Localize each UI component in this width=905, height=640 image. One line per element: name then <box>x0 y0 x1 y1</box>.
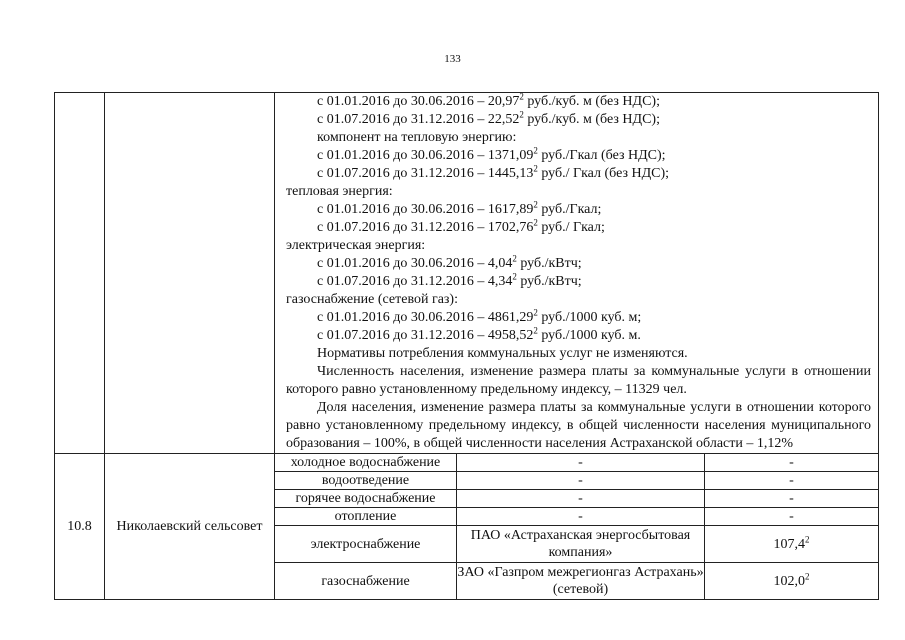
index-value: - <box>705 490 879 508</box>
empty-name-cell <box>105 93 275 454</box>
page-number: 133 <box>444 53 461 65</box>
index-value: - <box>705 472 879 490</box>
index-value: - <box>705 454 879 472</box>
tariff-table <box>54 92 879 600</box>
service-name: электроснабжение <box>275 526 457 563</box>
tariff-line: с 01.07.2016 до 31.12.2016 – 1445,13$^2$ руб./ Гкал (без НДС); <box>317 163 670 181</box>
service-name: отопление <box>275 508 457 526</box>
index-value: 107,4$^2$ <box>705 526 879 563</box>
section-row <box>55 454 879 472</box>
tariff-line: тепловая энергия: <box>286 184 393 199</box>
tariff-line: с 01.01.2016 до 30.06.2016 – 4,04$^2$ руб./кВтч; <box>317 253 582 271</box>
section-name: Николаевский сельсовет <box>105 454 275 600</box>
population-share-text: Доля населения, изменение размера платы за коммунальные услуги в отношении которого равно установленному предельному индексу, в общей численности населения муниципального образования – 100%, в общей численности населения Астраханской области – 1,12% <box>286 400 871 451</box>
tariff-description-cell <box>275 93 879 454</box>
tariff-continuation-row <box>55 93 879 454</box>
tariff-lines <box>275 93 878 363</box>
tariff-line: с 01.01.2016 до 30.06.2016 – 4861,29$^2$ руб./1000 куб. м; <box>317 307 642 325</box>
provider-name: ЗАО «Газпром межрегионгаз Астрахань» (сетевой) <box>457 563 705 600</box>
tariff-line: с 01.01.2016 до 30.06.2016 – 1371,09$^2$ руб./Гкал (без НДС); <box>317 145 666 163</box>
provider-name: - <box>457 472 705 490</box>
provider-name: - <box>457 508 705 526</box>
provider-name: - <box>457 454 705 472</box>
service-name: газоснабжение <box>275 563 457 600</box>
tariff-line: Нормативы потребления коммунальных услуг не изменяются. <box>317 346 688 361</box>
index-value: - <box>705 508 879 526</box>
index-value: 102,0$^2$ <box>705 563 879 600</box>
tariff-line: электрическая энергия: <box>286 238 426 253</box>
service-name: горячее водоснабжение <box>275 490 457 508</box>
tariff-line: с 01.07.2016 до 31.12.2016 – 4,34$^2$ руб./кВтч; <box>317 271 582 289</box>
tariff-line: с 01.01.2016 до 30.06.2016 – 1617,89$^2$ руб./Гкал; <box>317 199 602 217</box>
provider-name: - <box>457 490 705 508</box>
population-text: Численность населения, изменение размера платы за коммунальные услуги в отношении которого равно установленному предельному индексу, – 11329 чел. <box>286 364 871 397</box>
service-name: холодное водоснабжение <box>275 454 457 472</box>
provider-name: ПАО «Астраханская энергосбытовая компания» <box>457 526 705 563</box>
tariff-line: с 01.07.2016 до 31.12.2016 – 22,52$^2$ руб./куб. м (без НДС); <box>317 109 660 127</box>
section-number: 10.8 <box>55 454 105 600</box>
service-name: водоотведение <box>275 472 457 490</box>
tariff-line: с 01.07.2016 до 31.12.2016 – 4958,52$^2$ руб./1000 куб. м. <box>317 325 641 343</box>
tariff-line: компонент на тепловую энергию: <box>317 130 517 145</box>
empty-number-cell <box>55 93 105 454</box>
tariff-line: с 01.01.2016 до 30.06.2016 – 20,97$^2$ руб./куб. м (без НДС); <box>317 91 660 109</box>
section-body <box>55 454 879 600</box>
population-paragraph <box>275 363 878 453</box>
tariff-line: газоснабжение (сетевой газ): <box>286 292 458 307</box>
tariff-line: с 01.07.2016 до 31.12.2016 – 1702,76$^2$ руб./ Гкал; <box>317 217 605 235</box>
